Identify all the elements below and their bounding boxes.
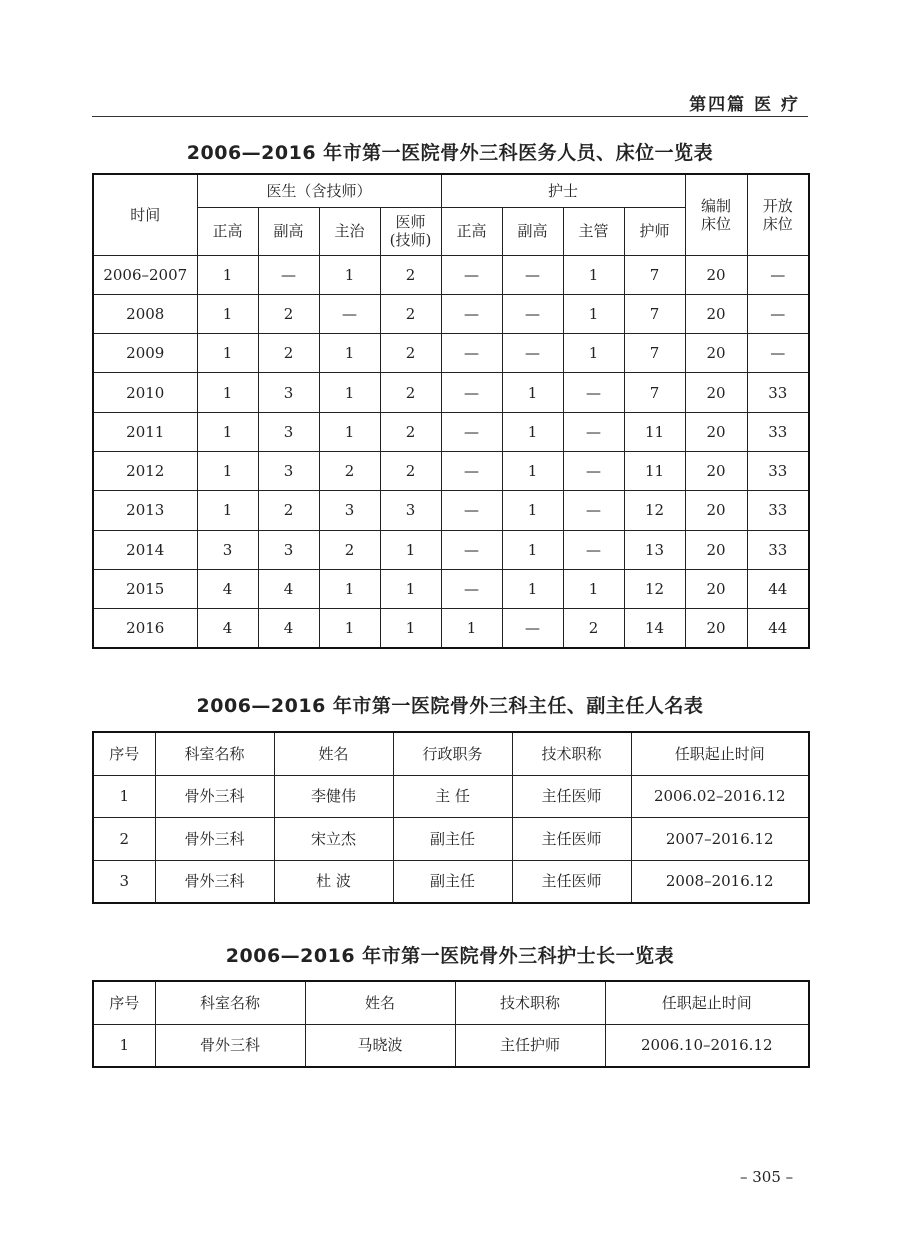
table-cell: 2 [380,334,441,373]
table-cell: — [563,373,624,412]
row-year: 2013 [93,491,197,530]
table3-title: 2006—2016 年市第一医院骨外三科护士长一览表 [225,945,675,967]
table-cell: — [502,294,563,333]
row-year: 2014 [93,530,197,569]
table-cell: 2 [380,294,441,333]
table-cell: — [441,255,502,294]
table-cell: — [441,530,502,569]
header-nurse-supervisor: 主管 [563,207,624,255]
table-cell: — [747,294,809,333]
table-cell: 7 [624,255,685,294]
table-cell: 14 [624,609,685,648]
table-cell: 33 [747,373,809,412]
row-year: 2010 [93,373,197,412]
table-cell: 2 [380,412,441,451]
table-cell: 2006.02–2016.12 [631,775,809,818]
header-doc-vice-senior: 副高 [258,207,319,255]
table-cell: — [441,294,502,333]
row-year: 2015 [93,569,197,608]
table-row [93,334,809,373]
header-bed-plan-line2: 床位 [701,214,732,233]
column-header: 任职起止时间 [605,981,809,1024]
table-cell: 2 [380,373,441,412]
running-head-text: 第四篇 医 疗 [689,95,800,115]
table-cell: 骨外三科 [155,860,274,903]
table-row [93,294,809,333]
table-cell: 20 [685,530,747,569]
table-cell: 2 [319,530,380,569]
table-cell: — [441,373,502,412]
table-cell: 7 [624,294,685,333]
staff-bed-table [92,173,810,649]
header-bed-plan-line1: 编制 [701,196,732,215]
header-doc-physician [380,207,441,255]
table-cell: 20 [685,334,747,373]
table-row [93,530,809,569]
table-cell: 4 [258,609,319,648]
table-cell: 骨外三科 [155,818,274,861]
table-cell: 20 [685,412,747,451]
table-cell: — [747,334,809,373]
table-cell: 2 [258,334,319,373]
running-head [92,86,808,117]
table-cell: 1 [563,255,624,294]
table-cell: 2007–2016.12 [631,818,809,861]
table-cell: 12 [624,491,685,530]
table-cell: 1 [502,373,563,412]
table-cell: 2008–2016.12 [631,860,809,903]
table-cell: 1 [502,451,563,490]
table-cell: 主任医师 [512,775,631,818]
table-cell: 1 [319,373,380,412]
table-cell: 33 [747,412,809,451]
column-header: 姓名 [305,981,455,1024]
table-cell: 1 [441,609,502,648]
table-cell: 20 [685,491,747,530]
table-cell: 马晓波 [305,1024,455,1067]
row-year: 2008 [93,294,197,333]
table-cell: 3 [258,373,319,412]
table-row [93,860,809,903]
table-cell: — [441,569,502,608]
table-cell: — [441,491,502,530]
table-cell: 1 [197,491,258,530]
table-cell: 1 [380,609,441,648]
table1-title: 2006—2016 年市第一医院骨外三科医务人员、床位一览表 [186,142,714,164]
table-cell: 3 [258,451,319,490]
header-nurse-group: 护士 [441,174,685,207]
column-header: 序号 [93,981,155,1024]
table-cell: 4 [197,569,258,608]
table-cell: 副主任 [393,860,512,903]
table-row [93,609,809,648]
header-doc-physician-line1: 医师 [395,213,426,231]
table-cell: — [441,334,502,373]
table-cell: — [563,412,624,451]
table-cell: 2 [93,818,155,861]
header-bed-open-line1: 开放 [762,196,793,215]
table-cell: 2 [258,491,319,530]
row-year: 2016 [93,609,197,648]
header-doc-attending: 主治 [319,207,380,255]
table-cell: 2 [380,255,441,294]
column-header: 行政职务 [393,732,512,775]
table-cell: 2 [258,294,319,333]
page-number: – 305 – [740,1168,794,1186]
table-cell: 20 [685,294,747,333]
table-cell: 7 [624,373,685,412]
row-year: 2006–2007 [93,255,197,294]
table-cell: — [441,412,502,451]
table-cell: 1 [502,530,563,569]
header-nurse-nurse: 护师 [624,207,685,255]
table-cell: — [563,491,624,530]
table-cell: — [563,451,624,490]
table-cell: 3 [93,860,155,903]
table-cell: 33 [747,491,809,530]
table-cell: 33 [747,530,809,569]
table-cell: 杜 波 [274,860,393,903]
table-cell: 11 [624,412,685,451]
table-row [93,491,809,530]
table-cell: — [563,530,624,569]
table-cell: 1 [319,334,380,373]
table-cell: 33 [747,451,809,490]
table-cell: 1 [93,775,155,818]
table-cell: 1 [380,530,441,569]
table-row [93,775,809,818]
table-cell: 1 [502,569,563,608]
header-nurse-vice-senior: 副高 [502,207,563,255]
header-bed-open-line2: 床位 [762,214,793,233]
table-cell: 1 [197,412,258,451]
head-nurse-table [92,980,810,1068]
table-cell: 1 [502,412,563,451]
table-cell: 3 [258,412,319,451]
table-cell: — [502,609,563,648]
table-row [93,373,809,412]
table-cell: 12 [624,569,685,608]
table-cell: 3 [380,491,441,530]
table-cell: 1 [197,294,258,333]
table-cell: 44 [747,569,809,608]
table-cell: 1 [197,255,258,294]
table-cell: 2 [319,451,380,490]
column-header: 科室名称 [155,732,274,775]
header-doctor-group: 医生（含技师） [197,174,441,207]
table-row [93,818,809,861]
column-header: 姓名 [274,732,393,775]
table-cell: 20 [685,373,747,412]
table-cell: 骨外三科 [155,1024,305,1067]
table-row [93,451,809,490]
column-header: 序号 [93,732,155,775]
table-cell: 1 [502,491,563,530]
table-cell: 1 [93,1024,155,1067]
table-cell: — [319,294,380,333]
table-cell: 副主任 [393,818,512,861]
header-doc-senior: 正高 [197,207,258,255]
table2-title: 2006—2016 年市第一医院骨外三科主任、副主任人名表 [196,695,704,717]
table-cell: 7 [624,334,685,373]
table-cell: 1 [197,334,258,373]
table-cell: 1 [319,609,380,648]
table-cell: 1 [563,294,624,333]
column-header: 技术职称 [455,981,605,1024]
table-cell: 2 [380,451,441,490]
table-row [93,412,809,451]
table-cell: — [747,255,809,294]
header-time: 时间 [93,174,197,255]
table-cell: 20 [685,255,747,294]
table-cell: — [258,255,319,294]
table-cell: 1 [380,569,441,608]
table-cell: 20 [685,569,747,608]
row-year: 2011 [93,412,197,451]
row-year: 2012 [93,451,197,490]
table-cell: 2006.10–2016.12 [605,1024,809,1067]
table-cell: 1 [563,569,624,608]
table-cell: 李健伟 [274,775,393,818]
table-cell: 44 [747,609,809,648]
header-bed-plan [685,174,747,255]
table-cell: 骨外三科 [155,775,274,818]
table-row [93,569,809,608]
table-cell: 13 [624,530,685,569]
table-cell: 3 [197,530,258,569]
table-cell: — [502,334,563,373]
table-cell: 20 [685,451,747,490]
table-row [93,255,809,294]
table-cell: 3 [319,491,380,530]
column-header: 任职起止时间 [631,732,809,775]
table-cell: — [502,255,563,294]
table-cell: 主任医师 [512,860,631,903]
table-cell: 1 [197,373,258,412]
table-cell: 4 [197,609,258,648]
row-year: 2009 [93,334,197,373]
column-header: 科室名称 [155,981,305,1024]
table-cell: 11 [624,451,685,490]
table-cell: 1 [319,255,380,294]
table-cell: 1 [563,334,624,373]
table-row [93,1024,809,1067]
table-cell: — [441,451,502,490]
director-table [92,731,810,904]
table-cell: 主任护师 [455,1024,605,1067]
table-cell: 1 [197,451,258,490]
table-cell: 20 [685,609,747,648]
table-cell: 宋立杰 [274,818,393,861]
header-nurse-senior: 正高 [441,207,502,255]
header-doc-physician-line2: (技师) [389,231,432,249]
table-cell: 1 [319,412,380,451]
header-bed-open [747,174,809,255]
table-cell: 4 [258,569,319,608]
table-cell: 1 [319,569,380,608]
column-header: 技术职称 [512,732,631,775]
table-cell: 主任医师 [512,818,631,861]
table-cell: 2 [563,609,624,648]
table-cell: 3 [258,530,319,569]
table-cell: 主 任 [393,775,512,818]
